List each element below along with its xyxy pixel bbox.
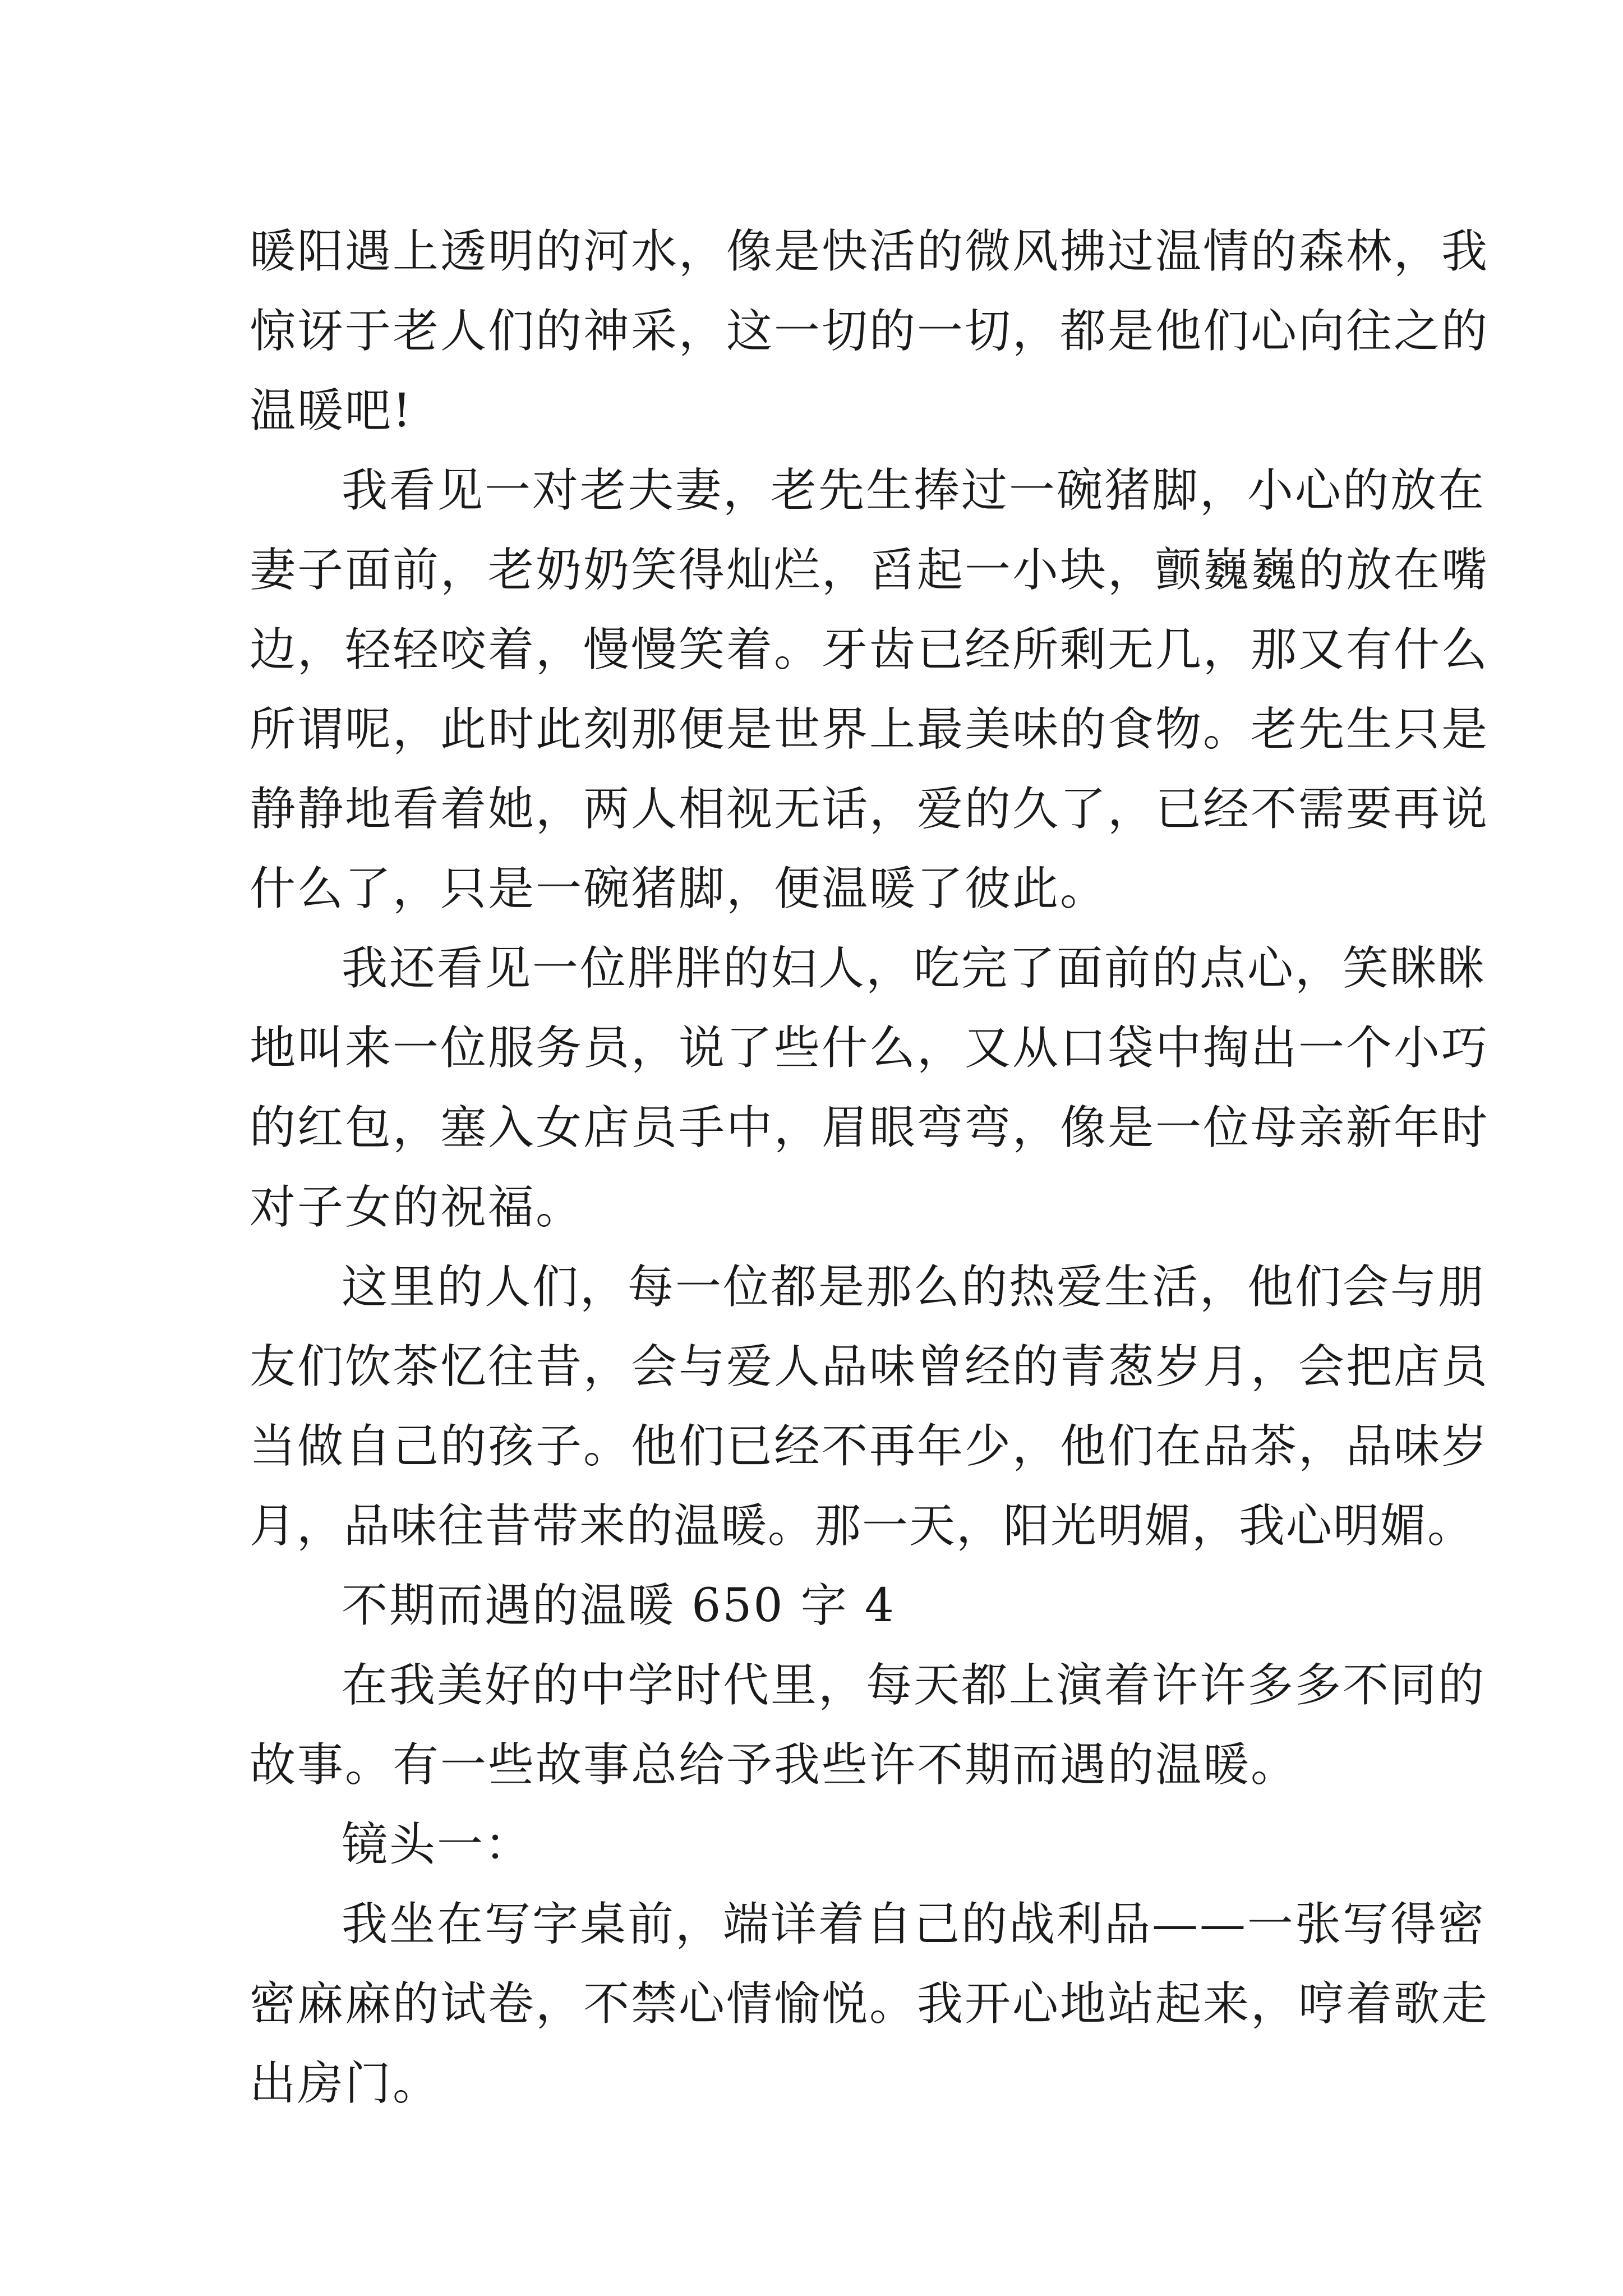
paragraph-start-line: 在我美好的中学时代里，每天都上演着许许多多不同的	[342, 1659, 1486, 1712]
text-line: 暖阳遇上透明的河水，像是快活的微风拂过温情的森林，我	[250, 225, 1490, 278]
text-line: 对子女的祝福。	[250, 1181, 584, 1234]
text-line: 当做自己的孩子。他们已经不再年少，他们在品茶，品味岁	[250, 1420, 1490, 1473]
text-line: 边，轻轻咬着，慢慢笑着。牙齿已经所剩无几，那又有什么	[250, 623, 1490, 677]
shot-heading: 镜头一：	[342, 1818, 533, 1871]
paragraph-start-line: 我还看见一位胖胖的妇人，吃完了面前的点心，笑眯眯	[342, 942, 1486, 995]
paragraph-start-line: 这里的人们，每一位都是那么的热爱生活，他们会与朋	[342, 1260, 1486, 1314]
text-line: 故事。有一些故事总给予我些许不期而遇的温暖。	[250, 1738, 1299, 1792]
text-line: 月，品味往昔带来的温暖。那一天，阳光明媚，我心明媚。	[250, 1499, 1475, 1553]
text-line: 地叫来一位服务员，说了些什么，又从口袋中掏出一个小巧	[250, 1022, 1490, 1075]
text-line: 惊讶于老人们的神采，这一切的一切，都是他们心向往之的	[250, 305, 1490, 358]
text-line: 静静地看着她，两人相视无话，爱的久了，已经不需要再说	[250, 783, 1490, 836]
paragraph-start-line: 我看见一对老夫妻，老先生捧过一碗猪脚，小心的放在	[342, 464, 1486, 517]
text-line: 所谓呢，此时此刻那便是世界上最美味的食物。老先生只是	[250, 703, 1490, 756]
paragraph-start-line: 我坐在写字桌前，端详着自己的战利品——一张写得密	[342, 1898, 1486, 1951]
text-line: 友们饮茶忆往昔，会与爱人品味曾经的青葱岁月，会把店员	[250, 1340, 1490, 1393]
body-text	[250, 212, 1490, 2124]
text-line: 的红包，塞入女店员手中，眉眼弯弯，像是一位母亲新年时	[250, 1101, 1490, 1154]
text-line: 密麻麻的试卷，不禁心情愉悦。我开心地站起来，哼着歌走	[250, 1977, 1490, 2031]
text-line: 什么了，只是一碗猪脚，便温暖了彼此。	[250, 862, 1108, 915]
text-line: 出房门。	[250, 2057, 441, 2110]
text-line: 温暖吧!	[250, 384, 413, 438]
text-line: 妻子面前，老奶奶笑得灿烂，舀起一小块，颤巍巍的放在嘴	[250, 544, 1490, 597]
section-heading: 不期而遇的温暖 650 字 4	[342, 1579, 896, 1632]
